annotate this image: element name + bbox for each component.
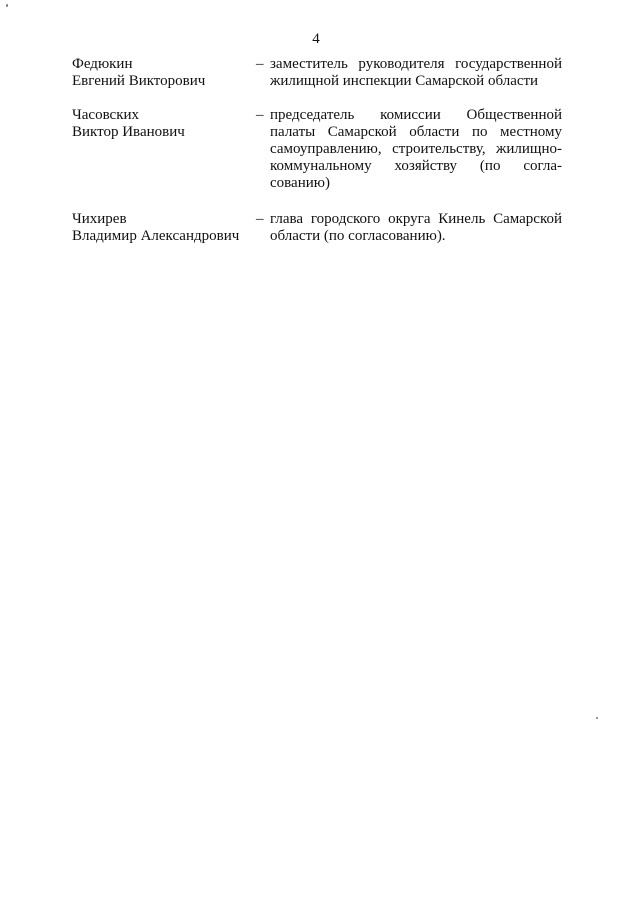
- position-line: коммунальному хозяйству (по согла-: [270, 158, 562, 174]
- position-line: глава городского округа Кинель Самарской: [270, 211, 562, 227]
- entry-dash: –: [256, 56, 264, 72]
- position-line: палаты Самарской области по местному: [270, 124, 562, 140]
- position-line: самоуправлению, строительству, жилищно-: [270, 141, 562, 157]
- position-line: сованию): [270, 175, 330, 191]
- member-position: [270, 211, 562, 245]
- member-surname: Федюкин: [72, 56, 133, 72]
- member-given-names: Виктор Иванович: [72, 124, 185, 140]
- scan-speck: [6, 4, 8, 7]
- position-line: области (по согласованию).: [270, 228, 446, 244]
- member-name: [72, 211, 252, 245]
- position-line: председатель комиссии Общественной: [270, 107, 562, 123]
- entry-dash: –: [256, 107, 264, 123]
- member-given-names: Евгений Викторович: [72, 73, 206, 89]
- member-given-names: Владимир Александрович: [72, 228, 240, 244]
- member-position: [270, 107, 562, 192]
- scan-speck: [596, 717, 598, 719]
- member-surname: Часовских: [72, 107, 140, 123]
- position-line: заместитель руководителя государственной: [270, 56, 562, 72]
- member-surname: Чихирев: [72, 211, 127, 227]
- member-name: [72, 56, 252, 90]
- member-position: [270, 56, 562, 90]
- page-number: 4: [312, 31, 320, 47]
- member-name: [72, 107, 252, 141]
- position-line: жилищной инспекции Самарской области: [270, 73, 539, 89]
- entry-dash: –: [256, 211, 264, 227]
